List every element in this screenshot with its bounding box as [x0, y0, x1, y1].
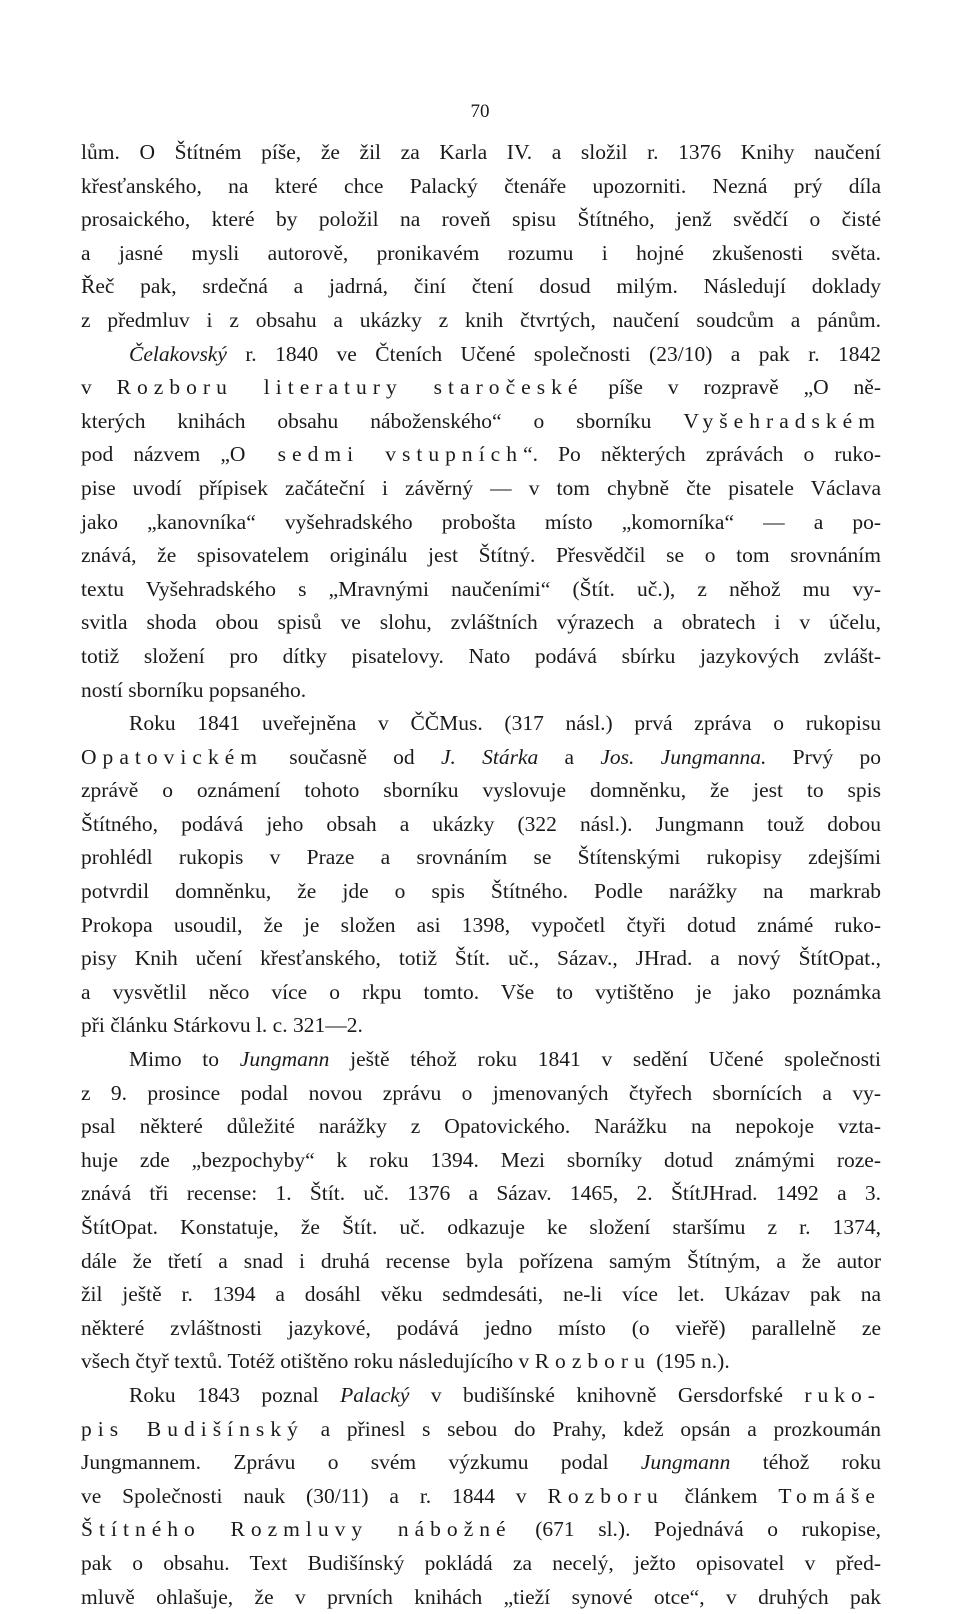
text-line: některé zvláštnosti jazykové, podává jedno místo (o vieřě) parallelně ze	[81, 1315, 881, 1340]
text-line: znává tři recense: 1. Štít. uč. 1376 a Sázav. 1465, 2. ŠtítJHrad. 1492 a 3.	[81, 1181, 881, 1206]
text-line: Jungmannem. Zprávu o svém výzkumu podal Jungmann téhož roku	[81, 1450, 881, 1475]
text-line: Mimo to Jungmann ještě téhož roku 1841 v sedění Učené společnosti	[129, 1047, 881, 1072]
text-line: a jasné mysli autorově, pronikavém rozumu i hojné zkušenosti světa.	[81, 240, 881, 265]
text-line: psal některé důležité narážky z Opatovického. Narážku na nepokoje vzta-	[81, 1114, 881, 1139]
text-line: Prokopa usoudil, že je složen asi 1398, vypočetl čtyři dotud známé ruko-	[81, 912, 881, 937]
text-line: všech čtyř textů. Totéž otištěno roku následujícího v Rozboru (195 n.).	[81, 1349, 730, 1374]
text-line: totiž složení pro dítky pisatelovy. Nato podává sbírku jazykových zvlášt-	[81, 643, 881, 668]
text-line: ve Společnosti nauk (30/11) a r. 1844 v Rozboru článkem Tomáše	[81, 1483, 881, 1508]
text-line: huje zde „bezpochyby“ k roku 1394. Mezi sborníky dotud známými roze-	[81, 1147, 881, 1172]
text-line: mluvě ohlašuje, že v prvních knihách „tieží synové otce“, v druhých pak	[81, 1584, 881, 1609]
text-line: Roku 1843 poznal Palacký v budišínské knihovně Gersdorfské ruko-	[129, 1382, 881, 1407]
text-line: prosaického, které by položil na roveň spisu Štítného, jenž svědčí o čisté	[81, 207, 881, 232]
text-line: Opatovickém současně od J. Stárka a Jos. Jungmanna. Prvý po	[81, 744, 882, 769]
text-line: pis Budišínský a přinesl s sebou do Prahy, kdež opsán a prozkoumán	[81, 1416, 881, 1441]
text-line: ností sborníku popsaného.	[81, 677, 307, 702]
page-number: 70	[470, 101, 490, 122]
text-line: v Rozboru literatury staročeské píše v rozpravě „O ně-	[81, 375, 882, 400]
text-line: pak o obsahu. Text Budišínský pokládá za necelý, ježto opisovatel v před-	[81, 1550, 881, 1575]
text-line: lům. O Štítném píše, že žil za Karla IV. a složil r. 1376 Knihy naučení	[81, 140, 881, 164]
text-line: Roku 1841 uveřejněna v ČČMus. (317 násl.) prvá zpráva o rukopisu	[129, 711, 881, 736]
text-line: při článku Stárkovu l. c. 321—2.	[81, 1013, 363, 1038]
text-line: Čelakovský r. 1840 ve Čteních Učené společnosti (23/10) a pak r. 1842	[129, 341, 881, 366]
text-line: pise uvodí přípisek začáteční i závěrný — v tom chybně čte pisatele Václava	[81, 475, 881, 500]
body-text	[81, 136, 881, 1614]
text-line: ŠtítOpat. Konstatuje, že Štít. uč. odkazuje ke složení staršímu z r. 1374,	[81, 1215, 881, 1239]
text-line: z 9. prosince podal novou zprávu o jmenovaných čtyřech sbornících a vy-	[81, 1080, 881, 1105]
text-line: Štítného Rozmluvy nábožné (671 sl.). Pojednává o rukopise,	[81, 1517, 881, 1542]
text-line: z předmluv i z obsahu a ukázky z knih čtvrtých, naučení soudcům a pánům.	[81, 307, 881, 332]
text-line: křesťanského, na které chce Palacký čtenáře upozorniti. Nezná prý díla	[81, 173, 881, 198]
text-line: pisy Knih učení křesťanského, totiž Štít. uč., Sázav., JHrad. a nový ŠtítOpat.,	[81, 946, 881, 971]
text-line: textu Vyšehradského s „Mravnými naučeními“ (Štít. uč.), z něhož mu vy-	[81, 576, 881, 601]
text-line: prohlédl rukopis v Praze a srovnáním se Štítenskými rukopisy zdejšími	[81, 845, 881, 870]
text-line: potvrdil domněnku, že jde o spis Štítného. Podle narážky na markrab	[81, 879, 881, 904]
text-line: Štítného, podává jeho obsah a ukázky (322 násl.). Jungmann touž dobou	[81, 811, 881, 836]
text-line: pod názvem „O sedmi vstupních“. Po některých zprávách o ruko-	[81, 442, 881, 467]
text-line: kterých knihách obsahu náboženského“ o sborníku Vyšehradském	[81, 408, 881, 433]
text-line: dále že třetí a snad i druhá recense byla pořízena samým Štítným, a že autor	[81, 1248, 881, 1273]
text-line: žil ještě r. 1394 a dosáhl věku sedmdesáti, ne-li více let. Ukázav pak na	[81, 1282, 881, 1307]
text-line: Řeč pak, srdečná a jadrná, činí čtení dosud milým. Následují doklady	[81, 274, 881, 299]
text-line: a vysvětlil něco více o rkpu tomto. Vše to vytištěno je jako poznámka	[81, 979, 881, 1004]
text-line: zprávě o oznámení tohoto sborníku vyslovuje domněnku, že jest to spis	[81, 778, 881, 803]
text-line: jako „kanovníka“ vyšehradského probošta místo „komorníka“ — a po-	[81, 509, 881, 534]
text-line: znává, že spisovatelem originálu jest Štítný. Přesvědčil se o tom srovnáním	[81, 543, 881, 568]
text-line: svitla shoda obou spisů ve slohu, zvláštních výrazech a obratech i v účelu,	[81, 610, 881, 635]
